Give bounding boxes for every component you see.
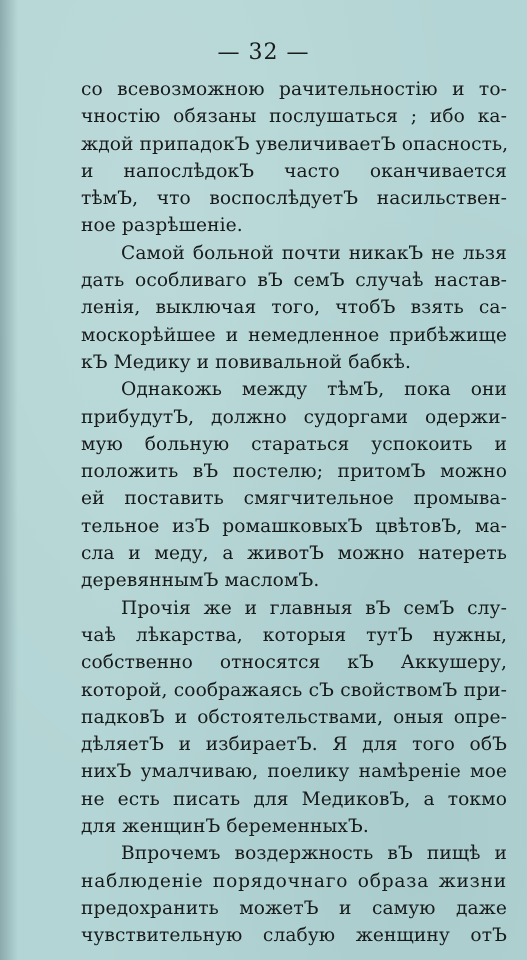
text-line: тѣмЪ, что воспослѣдуетЪ насильствен- <box>81 188 507 210</box>
text-line: чностію обязаны послушаться ; ибо ка- <box>81 106 507 128</box>
text-line: москорѣйшее и немедленное прибѣжище <box>81 324 507 346</box>
paragraph-first-line: Однакожь между тѣмЪ, пока они <box>121 379 507 401</box>
text-line: положить вЪ постелю; притомЪ можно <box>81 461 507 483</box>
paragraph-first-line: Самой больной почти никакЪ не льзя <box>121 242 507 264</box>
text-line: со всевозможною рачительностію и то- <box>81 79 507 100</box>
text-line: для женщинЪ беременныхЪ. <box>81 816 369 838</box>
page-gutter-shadow <box>0 0 18 960</box>
text-line: ей поставить смягчительное промыва- <box>81 488 507 510</box>
text-line: мую больную стараться успокоить и <box>81 433 507 455</box>
text-line: и напослѣдокЪ часто оканчивается <box>81 160 507 182</box>
text-line: ждой припадокЪ увеличиваетЪ опасность, <box>81 133 509 155</box>
text-line: наблюденіе порядочнаго образа жизни <box>81 870 507 892</box>
text-line: не есть писать для МедиковЪ, а токмо <box>81 788 507 810</box>
text-line: падковЪ и обстоятельствами, оныя опре- <box>81 706 507 728</box>
body-text <box>81 76 507 950</box>
text-line: тельное изЪ ромашковыхЪ цвѣтовЪ, ма- <box>81 515 507 537</box>
text-line: прибудутЪ, должно судоргами одержи- <box>81 406 507 428</box>
text-line: чаѣ лѣкарства, которыя тутЪ нужны, <box>81 624 507 646</box>
text-line: собственно относятся кЪ Аккушеру, <box>81 652 507 674</box>
text-line: деревяннымЪ масломЪ. <box>81 570 320 592</box>
text-line: дѣляетЪ и избираетЪ. Я для того обЪ <box>81 734 507 756</box>
text-line: ное разрѣшеніе. <box>81 215 243 237</box>
text-line: дать особливаго вЪ семЪ случаѣ настав- <box>81 270 507 292</box>
text-line: предохранить можетЪ и самую даже <box>81 897 507 919</box>
text-line: кЪ Медику и повивальной бабкѣ. <box>81 351 412 373</box>
text-line: сла и меду, а животЪ можно натереть <box>81 543 507 565</box>
paragraph-first-line: Прочія же и главныя вЪ семЪ слу- <box>121 597 507 619</box>
text-line: которой, соображаясь сЪ свойствомЪ при- <box>81 679 507 701</box>
text-line: нихЪ умалчиваю, поелику намѣреніе мое <box>81 761 507 783</box>
text-line: чувствительную слабую женщину отЪ <box>81 925 507 947</box>
paragraph-first-line: Впрочемъ воздержность вЪ пищѣ и <box>121 843 507 865</box>
text-line: ленія, выключая того, чтобЪ взять са- <box>81 297 507 319</box>
page-number: — 32 — <box>217 40 310 65</box>
